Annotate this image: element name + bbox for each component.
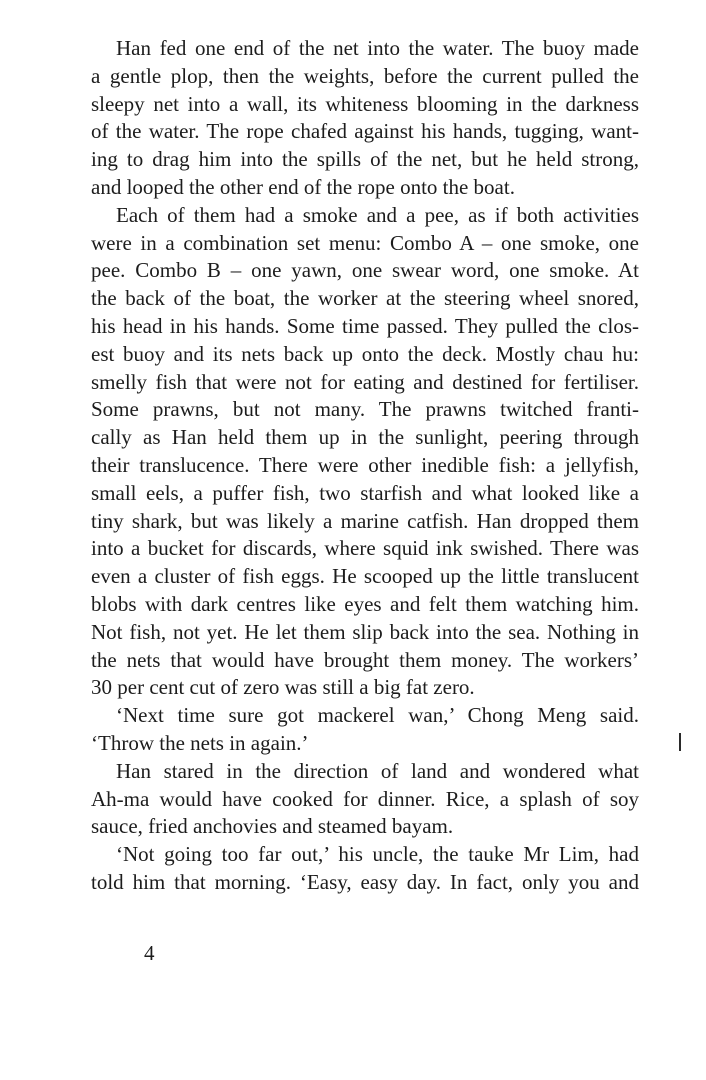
text-line: even a cluster of fish eggs. He scooped up the little translucent [91, 564, 639, 589]
text-line: Han stared in the direction of land and wondered what [116, 758, 639, 783]
text-line: Ah-ma would have cooked for dinner. Rice, a splash of soy [91, 786, 639, 811]
text-line: Han fed one end of the net into the water. The buoy made [116, 36, 639, 60]
text-line: the back of the boat, the worker at the steering wheel snored, [91, 286, 639, 311]
text-line: their translucence. There were other inedible fish: a jellyfish, [91, 452, 639, 477]
text-line: ‘Not going too far out,’ his uncle, the tauke Mr Lim, had [116, 842, 639, 867]
text-line: of the water. The rope chafed against his hands, tugging, want- [91, 119, 639, 144]
text-line: his head in his hands. Some time passed. They pulled the clos- [91, 313, 639, 338]
body-text [91, 35, 639, 897]
text-line: 30 per cent cut of zero was still a big fat zero. [91, 675, 475, 700]
text-line: into a bucket for discards, where squid ink swished. There was [91, 536, 639, 561]
text-line: Some prawns, but not many. The prawns twitched franti- [91, 397, 639, 422]
text-line: sauce, fried anchovies and steamed bayam. [91, 814, 454, 839]
text-line: a gentle plop, then the weights, before the current pulled the [91, 63, 639, 88]
page-number: 4 [144, 941, 155, 965]
text-line: the nets that would have brought them money. The workers’ [91, 647, 639, 672]
text-line: est buoy and its nets back up onto the deck. Mostly chau hu: [91, 341, 639, 366]
text-line: were in a combination set menu: Combo A – one smoke, one [91, 230, 639, 255]
margin-mark [679, 733, 681, 751]
text-line: pee. Combo B – one yawn, one swear word, one smoke. At [91, 258, 639, 283]
text-line: ‘Next time sure got mackerel wan,’ Chong Meng said. [116, 703, 639, 728]
text-line: blobs with dark centres like eyes and felt them watching him. [91, 591, 639, 616]
text-line: Not fish, not yet. He let them slip back into the sea. Nothing in [91, 619, 639, 644]
text-line: tiny shark, but was likely a marine catfish. Han dropped them [91, 508, 639, 533]
text-line: Each of them had a smoke and a pee, as if both activities [116, 202, 639, 227]
text-line: ing to drag him into the spills of the net, but he held strong, [91, 147, 639, 172]
text-line: ‘Throw the nets in again.’ [91, 730, 309, 755]
text-line: small eels, a puffer fish, two starfish and what looked like a [91, 480, 639, 505]
text-line: and looped the other end of the rope onto the boat. [91, 174, 515, 199]
text-line: told him that morning. ‘Easy, easy day. In fact, only you and [91, 869, 639, 894]
text-line: sleepy net into a wall, its whiteness blooming in the darkness [91, 91, 639, 116]
text-line: cally as Han held them up in the sunlight, peering through [91, 425, 639, 450]
text-line: smelly fish that were not for eating and destined for fertiliser. [91, 369, 639, 394]
